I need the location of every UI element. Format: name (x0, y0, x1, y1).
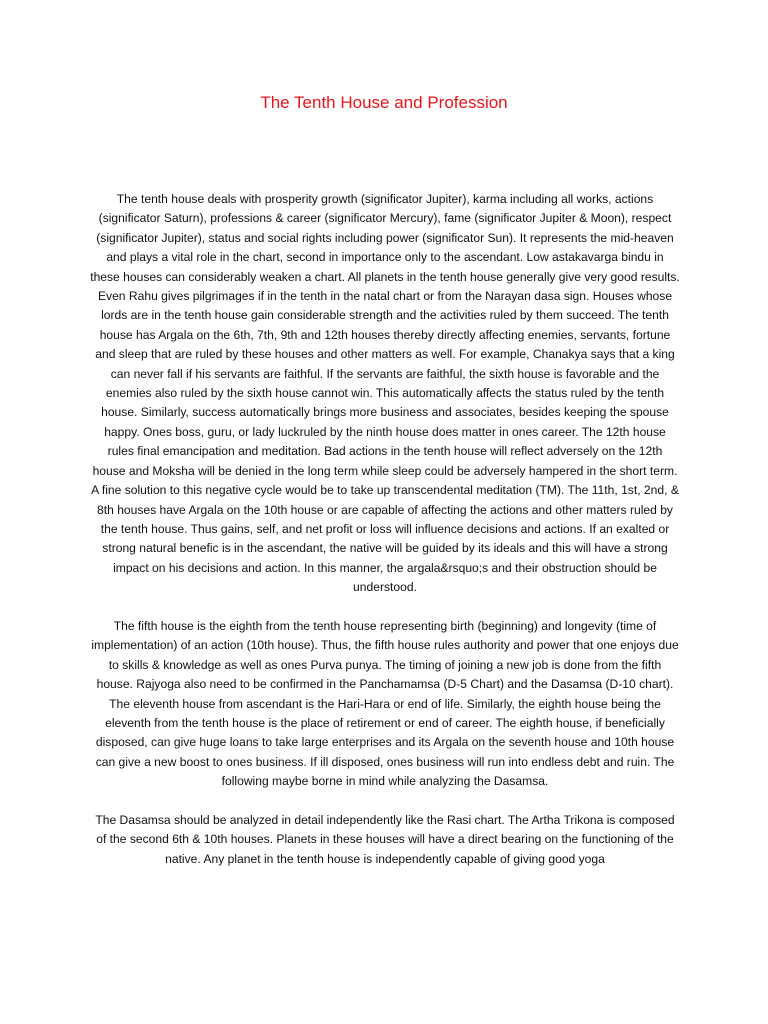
document-body (90, 190, 680, 889)
paragraph-1: The tenth house deals with prosperity growth (significator Jupiter), karma including all works, actions (significator Saturn), professions & career (significator Mercury), fame (significator Jupiter & Moon), respect (significator Jupiter), status and social rights including power (significator Sun). It represents the mid-heaven and plays a vital role in the chart, second in importance only to the ascendant. Low astakavarga bindu in these houses can considerably weaken a chart. All planets in the tenth house generally give very good results. Even Rahu gives pilgrimages if in the tenth in the natal chart or from the Narayan dasa sign. Houses whose lords are in the tenth house gain considerable strength and the activities ruled by them succeed. The tenth house has Argala on the 6th, 7th, 9th and 12th houses thereby directly affecting enemies, servants, fortune and sleep that are ruled by these houses and other matters as well. For example, Chanakya says that a king can never fall if his servants are faithful. If the servants are faithful, the sixth house is favorable and the enemies also ruled by the sixth house cannot win. This automatically affects the status ruled by the tenth house. Similarly, success automatically brings more business and associates, besides keeping the spouse happy. Ones boss, guru, or lady luckruled by the ninth house does matter in ones career. The 12th house rules final emancipation and meditation. Bad actions in the tenth house will reflect adversely on the 12th house and Moksha will be denied in the long term while sleep could be adversely hampered in the short term. A fine solution to this negative cycle would be to take up transcendental meditation (TM). The 11th, 1st, 2nd, & 8th houses have Argala on the 10th house or are capable of affecting the actions and other matters ruled by the tenth house. Thus gains, self, and net profit or loss will influence decisions and actions. If an exalted or strong natural benefic is in the ascendant, the native will be guided by its ideals and this will have a strong impact on his decisions and action. In this manner, the argala&rsquo;s and their obstruction should be understood. (90, 192, 680, 595)
paragraph-3: The Dasamsa should be analyzed in detail independently like the Rasi chart. The Artha Trikona is composed of the second 6th & 10th houses. Planets in these houses will have a direct bearing on the functioning of the native. Any planet in the tenth house is independently capable of giving good yoga (95, 812, 675, 866)
document-title: The Tenth House and Profession (260, 93, 508, 112)
paragraph-2: The fifth house is the eighth from the tenth house representing birth (beginning) and longevity (time of implementation) of an action (10th house). Thus, the fifth house rules authority and power that one enjoys due to skills & knowledge as well as ones Purva punya. The timing of joining a new job is done from the fifth house. Rajyoga also need to be confirmed in the Panchamamsa (D-5 Chart) and the Dasamsa (D-10 chart). The eleventh house from ascendant is the Hari-Hara or end of life. Similarly, the eighth house being the eleventh from the tenth house is the place of retirement or end of career. The eighth house, if beneficially disposed, can give huge loans to take large enterprises and its Argala on the seventh house and 10th house can give a new boost to ones business. If ill disposed, ones business will run into endless debt and ruin. The following maybe borne in mind while analyzing the Dasamsa. (91, 618, 679, 789)
